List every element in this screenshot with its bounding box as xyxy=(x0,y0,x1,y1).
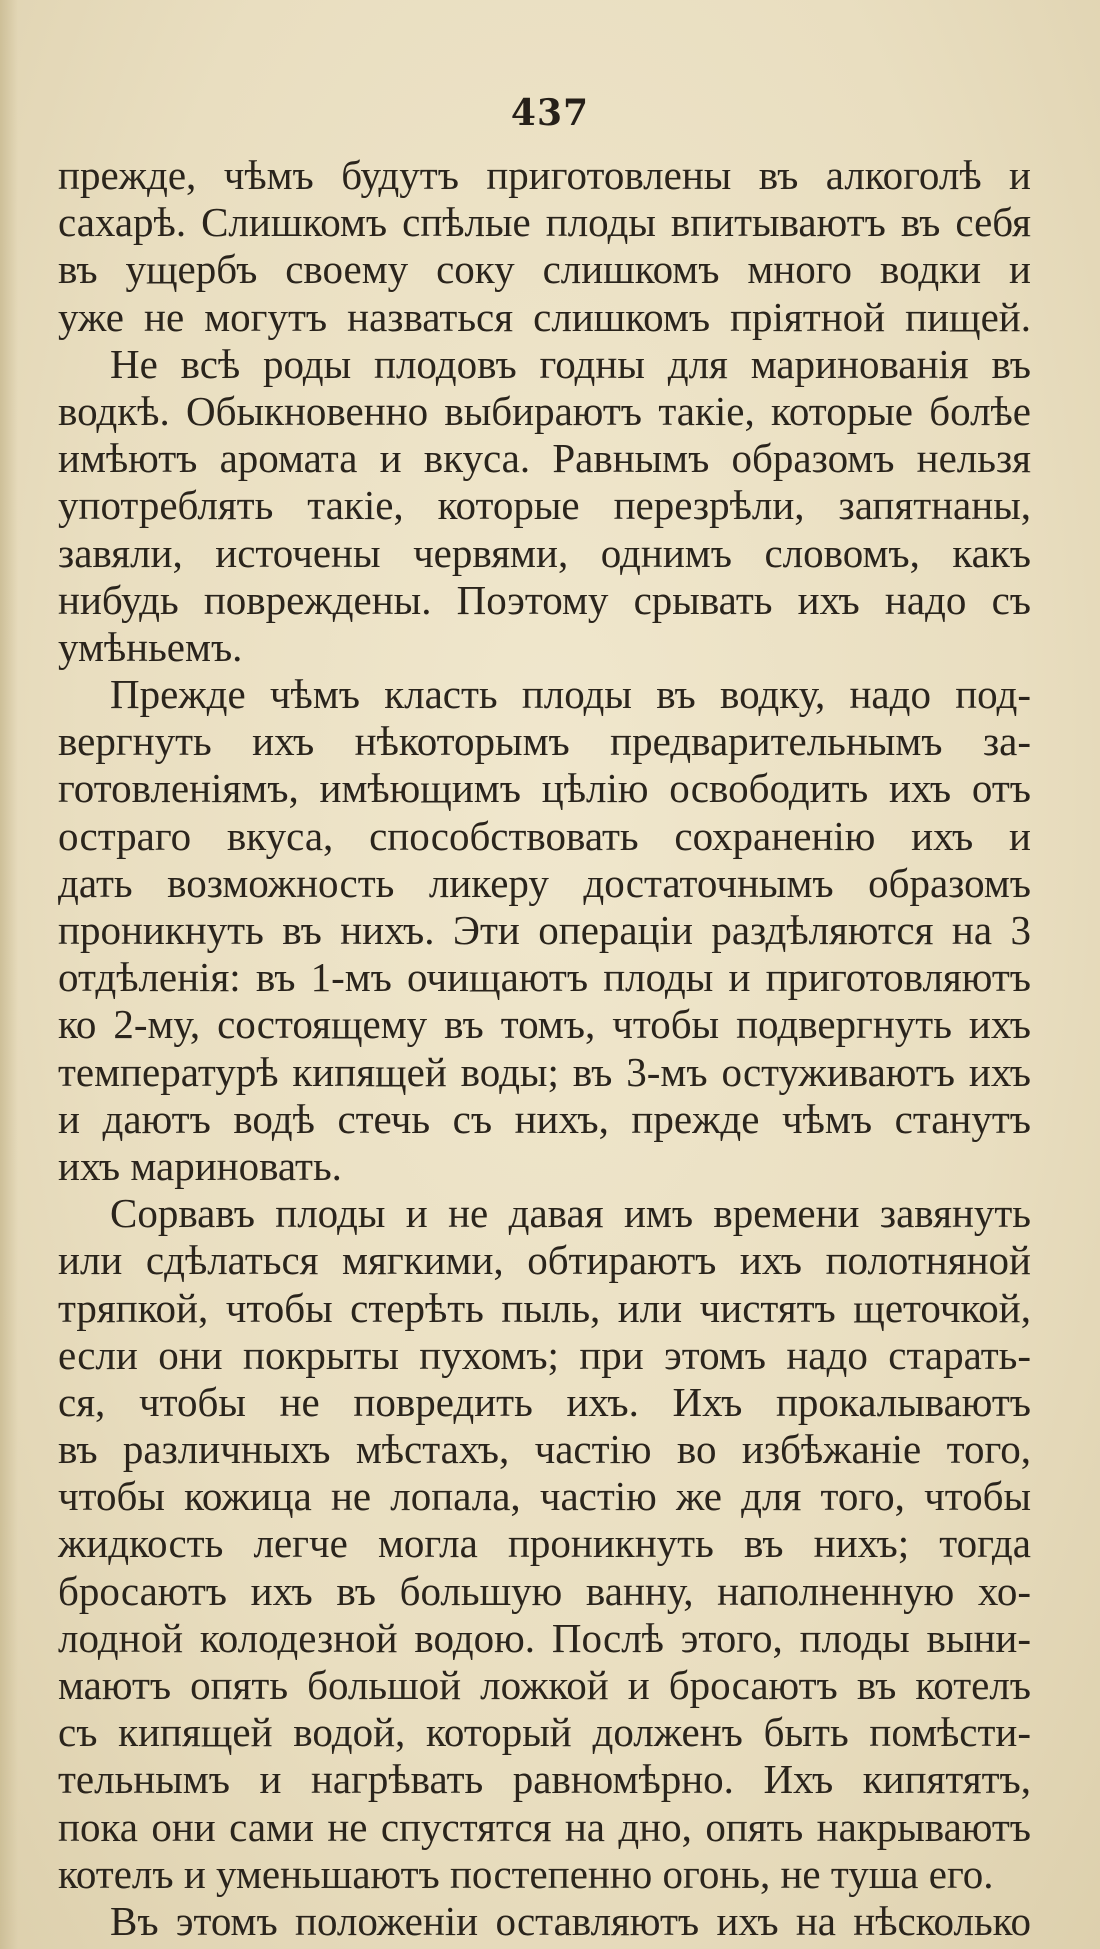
body-text xyxy=(58,152,1031,1945)
paragraph xyxy=(58,341,1031,671)
text-line xyxy=(58,765,1031,812)
text-line-content: Въ этомъ положенiи оставляютъ ихъ на нѣсколько xyxy=(110,1897,1031,1944)
text-line-content: или сдѣлаться мягкими, обтираютъ ихъ полотняной xyxy=(58,1237,1031,1284)
text-line xyxy=(58,341,1031,388)
text-line xyxy=(58,1143,1031,1190)
text-line xyxy=(58,1756,1031,1803)
text-line xyxy=(58,152,1031,199)
text-line xyxy=(58,624,1031,671)
text-line-content: завяли, источены червями, однимъ словомъ, какъ xyxy=(58,529,1031,576)
text-line xyxy=(58,1190,1031,1237)
text-line xyxy=(58,435,1031,482)
text-line-content: если они покрыты пухомъ; при этомъ надо старать- xyxy=(58,1331,1031,1378)
text-line-content: вергнуть ихъ нѣкоторымъ предварительнымъ за- xyxy=(58,718,1031,765)
text-line xyxy=(58,294,1031,341)
text-line xyxy=(58,482,1031,529)
text-line xyxy=(58,1001,1031,1048)
text-line-content: сахарѣ. Слишкомъ спѣлые плоды впитываютъ въ себя xyxy=(58,199,1031,246)
text-line xyxy=(58,1615,1031,1662)
text-line xyxy=(58,1426,1031,1473)
text-line xyxy=(58,1804,1031,1851)
text-line xyxy=(58,1049,1031,1096)
paragraph xyxy=(58,152,1031,341)
text-line-content: маютъ опять большой ложкой и бросаютъ въ котелъ xyxy=(58,1662,1031,1708)
text-line xyxy=(58,907,1031,954)
text-line xyxy=(58,388,1031,435)
text-line-content: въ ущербъ своему соку слишкомъ много водки и xyxy=(58,246,1031,293)
text-line xyxy=(58,1568,1031,1615)
text-line xyxy=(58,1285,1031,1332)
text-line-content: Не всѣ роды плодовъ годны для маринованiя въ xyxy=(110,340,1031,387)
text-line-content: нибудь повреждены. Поэтому срывать ихъ надо съ xyxy=(58,576,1031,623)
text-line-content: и даютъ водѣ стечь съ нихъ, прежде чѣмъ станутъ xyxy=(58,1095,1031,1142)
text-line xyxy=(58,860,1031,907)
text-line-content: остраго вкуса, способствовать сохраненiю ихъ и xyxy=(58,812,1031,859)
page-number: 437 xyxy=(510,92,590,134)
text-line-content: уже не могутъ назваться слишкомъ прiятной пищей. xyxy=(58,293,1031,340)
text-line-content: чтобы кожица не лопала, частiю же для того, чтобы xyxy=(58,1473,1031,1520)
text-line xyxy=(58,199,1031,246)
text-line xyxy=(58,246,1031,293)
text-line xyxy=(58,1096,1031,1143)
text-line xyxy=(58,954,1031,1001)
text-line xyxy=(58,1332,1031,1379)
text-line-content: отдѣленiя: въ 1-мъ очищаютъ плоды и приготовляютъ xyxy=(58,954,1031,1001)
paragraph xyxy=(58,671,1031,1190)
text-line xyxy=(58,1851,1031,1898)
text-line-content: ихъ мариновать. xyxy=(58,1142,342,1189)
text-line-content: лодной колодезной водою. Послѣ этого, плоды выни- xyxy=(58,1614,1031,1661)
text-line xyxy=(58,671,1031,718)
text-line-content: дать возможность ликеру достаточнымъ образомъ xyxy=(58,859,1031,906)
text-line-content: бросаютъ ихъ въ большую ванну, наполненную хо- xyxy=(58,1567,1031,1614)
text-line-content: проникнуть въ нихъ. Эти операцiи раздѣляются на 3 xyxy=(58,907,1031,953)
text-line-content: прежде, чѣмъ будутъ приготовлены въ алкоголѣ и xyxy=(58,152,1031,198)
text-line-content: Сорвавъ плоды и не давая имъ времени завянуть xyxy=(110,1190,1031,1237)
text-line-content: водкѣ. Обыкновенно выбираютъ такiе, которые болѣе xyxy=(58,387,1031,434)
text-line xyxy=(58,1379,1031,1426)
text-line xyxy=(58,1709,1031,1756)
text-line-content: жидкость легче могла проникнуть въ нихъ; тогда xyxy=(58,1520,1031,1567)
text-line-content: ко 2-му, состоящему въ томъ, чтобы подвергнуть ихъ xyxy=(58,1001,1031,1048)
paragraph xyxy=(58,1190,1031,1898)
paragraph xyxy=(58,1898,1031,1945)
text-line xyxy=(58,813,1031,860)
text-line-content: тряпкой, чтобы стерѣть пыль, или чистятъ щеточкой, xyxy=(58,1284,1031,1331)
text-line-content: въ различныхъ мѣстахъ, частiю во избѣжанiе того, xyxy=(58,1426,1031,1473)
text-line-content: пока они сами не спустятся на дно, опять накрываютъ xyxy=(58,1803,1031,1850)
text-line-content: съ кипящей водой, который долженъ быть помѣсти- xyxy=(58,1709,1031,1756)
text-line xyxy=(58,1473,1031,1520)
text-line-content: температурѣ кипящей воды; въ 3-мъ остуживаютъ ихъ xyxy=(58,1048,1031,1095)
text-line xyxy=(58,577,1031,624)
text-line-content: Прежде чѣмъ класть плоды въ водку, надо под- xyxy=(110,671,1031,718)
text-line-content: тельнымъ и нагрѣвать равномѣрно. Ихъ кипятятъ, xyxy=(58,1756,1031,1803)
text-line-content: имѣютъ аромата и вкуса. Равнымъ образомъ нельзя xyxy=(58,435,1031,482)
text-line-content: употреблять такiе, которые перезрѣли, запятнаны, xyxy=(58,482,1031,529)
text-line-content: умѣньемъ. xyxy=(58,623,243,670)
text-line xyxy=(58,1662,1031,1709)
text-line xyxy=(58,1520,1031,1567)
text-line xyxy=(58,1237,1031,1284)
text-line xyxy=(58,1898,1031,1945)
text-line xyxy=(58,718,1031,765)
text-line-content: готовленiямъ, имѣющимъ цѣлiю освободить ихъ отъ xyxy=(58,765,1031,812)
text-line-content: ся, чтобы не повредить ихъ. Ихъ прокалываютъ xyxy=(58,1378,1031,1425)
text-line xyxy=(58,530,1031,577)
text-line-content: котелъ и уменьшаютъ постепенно огонь, не туша его. xyxy=(58,1850,994,1897)
